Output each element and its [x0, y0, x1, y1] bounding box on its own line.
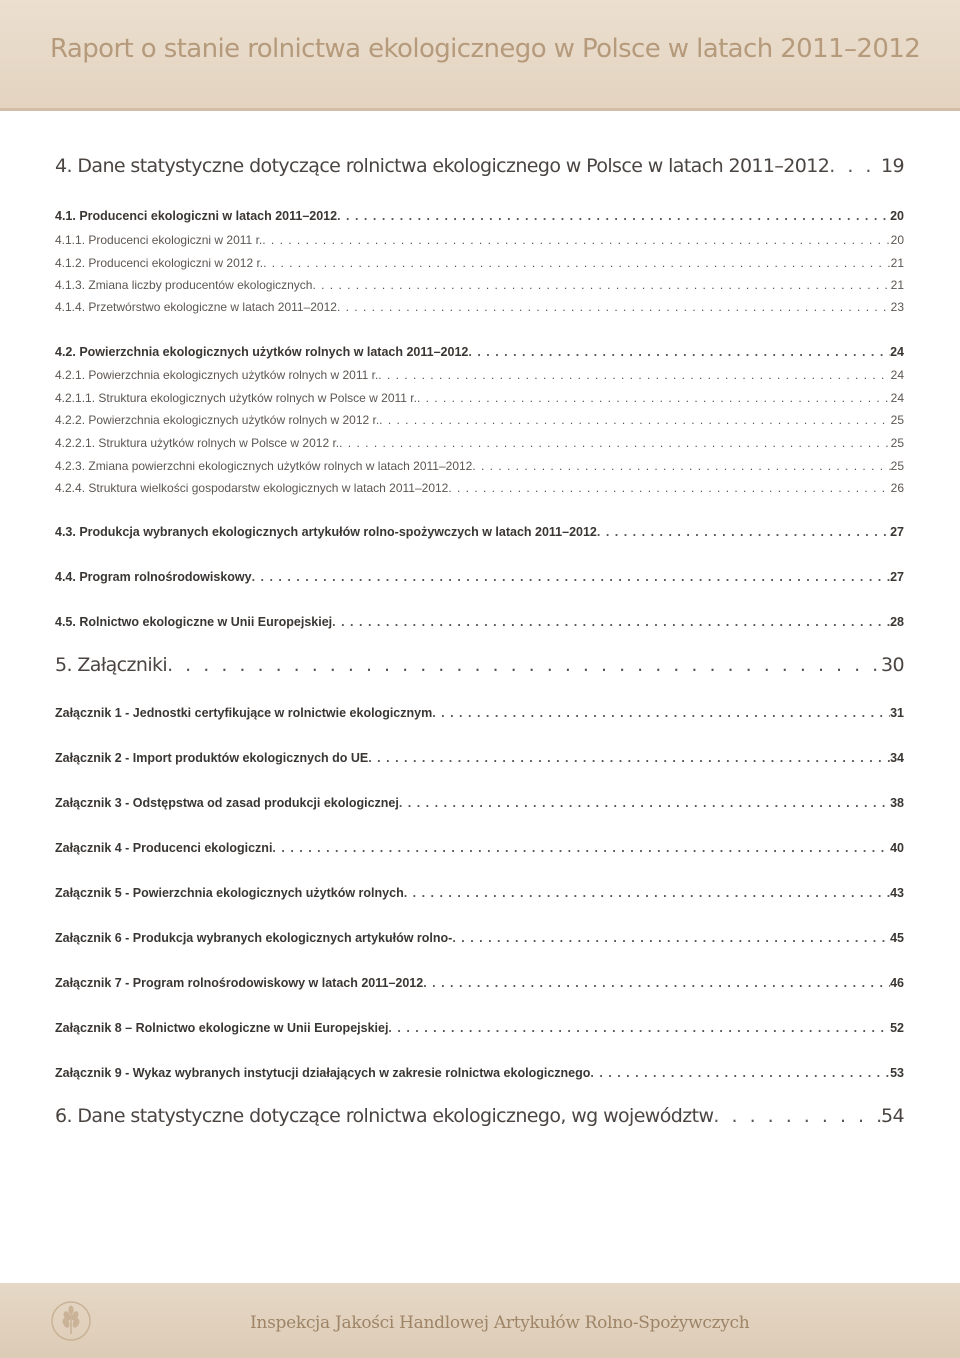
toc-leader-dots — [423, 976, 890, 990]
toc-page-number: 27 — [890, 525, 904, 539]
toc-subsection-4-2-2-1[interactable] — [55, 436, 904, 450]
toc-page-number: 53 — [890, 1066, 904, 1080]
toc-annex-6[interactable] — [55, 931, 904, 945]
toc-page-number: 46 — [890, 976, 904, 990]
toc-leader-dots — [468, 345, 890, 359]
toc-leader-dots — [417, 391, 891, 405]
toc-page-number: 52 — [890, 1021, 904, 1035]
toc-section-4-1[interactable] — [55, 209, 904, 223]
toc-subsection-4-1-2[interactable] — [55, 256, 904, 270]
toc-page-number: 38 — [890, 796, 904, 810]
toc-page-number: 25 — [890, 436, 904, 450]
toc-leader-dots — [167, 654, 881, 676]
toc-leader-dots — [379, 413, 890, 427]
toc-section-4-4[interactable] — [55, 570, 904, 584]
toc-entry-title: Załącznik 7 - Program rolnośrodowiskowy w latach 2011–2012 — [55, 976, 424, 990]
toc-page-number: 54 — [881, 1105, 904, 1127]
toc-page-number: 28 — [890, 615, 904, 629]
toc-page-number: 25 — [890, 413, 904, 427]
toc-entry-title: 4.1.3. Zmiana liczby producentów ekologicznych — [55, 278, 313, 292]
toc-chapter-4[interactable] — [55, 155, 904, 177]
toc-leader-dots — [272, 841, 890, 855]
toc-leader-dots — [388, 1021, 890, 1035]
toc-entry-title: 4.2.1. Powierzchnia ekologicznych użytków rolnych w 2011 r. — [55, 368, 379, 382]
toc-subsection-4-1-1[interactable] — [55, 233, 904, 247]
toc-leader-dots — [448, 481, 890, 495]
toc-entry-title: 4. Dane statystyczne dotyczące rolnictwa ekologicznego w Polsce w latach 2011–2012 — [55, 155, 830, 177]
toc-section-4-5[interactable] — [55, 615, 904, 629]
toc-leader-dots — [452, 931, 890, 945]
toc-annex-3[interactable] — [55, 796, 904, 810]
toc-page-number: 20 — [890, 233, 904, 247]
toc-subsection-4-1-4[interactable] — [55, 300, 904, 314]
toc-section-4-3[interactable] — [55, 525, 904, 539]
toc-entry-title: 4.3. Produkcja wybranych ekologicznych artykułów rolno-spożywczych w latach 2011–2012 — [55, 525, 597, 539]
toc-subsection-4-2-3[interactable] — [55, 459, 904, 473]
toc-leader-dots — [378, 368, 890, 382]
toc-subsection-4-2-1-1[interactable] — [55, 391, 904, 405]
toc-leader-dots — [404, 886, 890, 900]
toc-entry-title: Załącznik 8 – Rolnictwo ekologiczne w Unii Europejskiej — [55, 1021, 389, 1035]
toc-entry-title: 4.2. Powierzchnia ekologicznych użytków rolnych w latach 2011–2012 — [55, 345, 469, 359]
toc-entry-title: 4.1. Producenci ekologiczni w latach 2011–2012 — [55, 209, 338, 223]
toc-annex-1[interactable] — [55, 706, 904, 720]
toc-page-number: 30 — [881, 654, 904, 676]
toc-page-number: 27 — [890, 570, 904, 584]
toc-entry-title: 6. Dane statystyczne dotyczące rolnictwa ekologicznego, wg województw — [55, 1105, 714, 1127]
toc-leader-dots — [339, 436, 891, 450]
page-title: Raport o stanie rolnictwa ekologicznego w Polsce w latach 2011–2012 — [50, 34, 921, 64]
toc-annex-2[interactable] — [55, 751, 904, 765]
toc-entry-title: 4.1.2. Producenci ekologiczni w 2012 r. — [55, 256, 264, 270]
toc-page-number: 23 — [890, 300, 904, 314]
toc-entry-title: 4.2.2.1. Struktura użytków rolnych w Polsce w 2012 r. — [55, 436, 340, 450]
toc-page-number: 25 — [890, 459, 904, 473]
toc-page-number: 24 — [890, 391, 904, 405]
toc-subsection-4-2-1[interactable] — [55, 368, 904, 382]
toc-page-number: 21 — [890, 256, 904, 270]
toc-entry-title: 4.2.3. Zmiana powierzchni ekologicznych użytków rolnych w latach 2011–2012 — [55, 459, 473, 473]
toc-entry-title: Załącznik 4 - Producenci ekologiczni — [55, 841, 273, 855]
toc-page-number: 26 — [890, 481, 904, 495]
toc-leader-dots — [829, 155, 881, 177]
toc-subsection-4-2-4[interactable] — [55, 481, 904, 495]
toc-annex-7[interactable] — [55, 976, 904, 990]
toc-entry-title: 4.2.4. Struktura wielkości gospodarstw ekologicznych w latach 2011–2012 — [55, 481, 449, 495]
toc-entry-title: 4.4. Program rolnośrodowiskowy — [55, 570, 252, 584]
toc-page-number: 45 — [890, 931, 904, 945]
toc-leader-dots — [472, 459, 890, 473]
footer-institution-name: Inspekcja Jakości Handlowej Artykułów Rolno-Spożywczych — [250, 1313, 750, 1333]
toc-leader-dots — [368, 751, 890, 765]
toc-leader-dots — [252, 570, 891, 584]
toc-chapter-5[interactable] — [55, 654, 904, 676]
toc-annex-4[interactable] — [55, 841, 904, 855]
toc-leader-dots — [262, 233, 890, 247]
toc-leader-dots — [713, 1105, 881, 1127]
toc-entry-title: 4.1.1. Producenci ekologiczni w 2011 r. — [55, 233, 263, 247]
wheat-ear-logo-icon — [50, 1300, 92, 1342]
toc-entry-title: Załącznik 6 - Produkcja wybranych ekologicznych artykułów rolno- — [55, 931, 453, 945]
toc-page-number: 21 — [890, 278, 904, 292]
toc-entry-title: Załącznik 3 - Odstępstwa od zasad produkcji ekologicznej — [55, 796, 399, 810]
toc-leader-dots — [590, 1066, 890, 1080]
toc-leader-dots — [332, 615, 890, 629]
toc-page-number: 43 — [890, 886, 904, 900]
toc-entry-title: 4.2.1.1. Struktura ekologicznych użytków rolnych w Polsce w 2011 r. — [55, 391, 417, 405]
toc-entry-title: 4.2.2. Powierzchnia ekologicznych użytków rolnych w 2012 r. — [55, 413, 380, 427]
toc-leader-dots — [312, 278, 890, 292]
toc-leader-dots — [337, 300, 891, 314]
toc-chapter-6[interactable] — [55, 1105, 904, 1127]
toc-page-number: 24 — [890, 368, 904, 382]
toc-leader-dots — [432, 706, 890, 720]
toc-entry-title: Załącznik 2 - Import produktów ekologicznych do UE — [55, 751, 369, 765]
toc-page-number: 34 — [890, 751, 904, 765]
toc-page-number: 20 — [890, 209, 904, 223]
toc-entry-title: Załącznik 1 - Jednostki certyfikujące w rolnictwie ekologicznym — [55, 706, 433, 720]
toc-entry-title: Załącznik 5 - Powierzchnia ekologicznych użytków rolnych — [55, 886, 404, 900]
toc-page-number: 24 — [890, 345, 904, 359]
toc-leader-dots — [337, 209, 890, 223]
toc-page-number: 31 — [890, 706, 904, 720]
toc-subsection-4-2-2[interactable] — [55, 413, 904, 427]
toc-leader-dots — [597, 525, 890, 539]
toc-entry-title: 4.5. Rolnictwo ekologiczne w Unii Europejskiej — [55, 615, 333, 629]
toc-page-number: 40 — [890, 841, 904, 855]
toc-page-number: 19 — [881, 155, 904, 177]
toc-annex-8[interactable] — [55, 1021, 904, 1035]
toc-section-4-2[interactable] — [55, 345, 904, 359]
toc-entry-title: Załącznik 9 - Wykaz wybranych instytucji działających w zakresie rolnictwa ekologicznego — [55, 1066, 591, 1080]
toc-entry-title: 5. Załączniki — [55, 654, 168, 676]
toc-subsection-4-1-3[interactable] — [55, 278, 904, 292]
toc-annex-9[interactable] — [55, 1066, 904, 1080]
toc-leader-dots — [263, 256, 891, 270]
toc-entry-title: 4.1.4. Przetwórstwo ekologiczne w latach 2011–2012 — [55, 300, 337, 314]
toc-annex-5[interactable] — [55, 886, 904, 900]
toc-leader-dots — [399, 796, 890, 810]
